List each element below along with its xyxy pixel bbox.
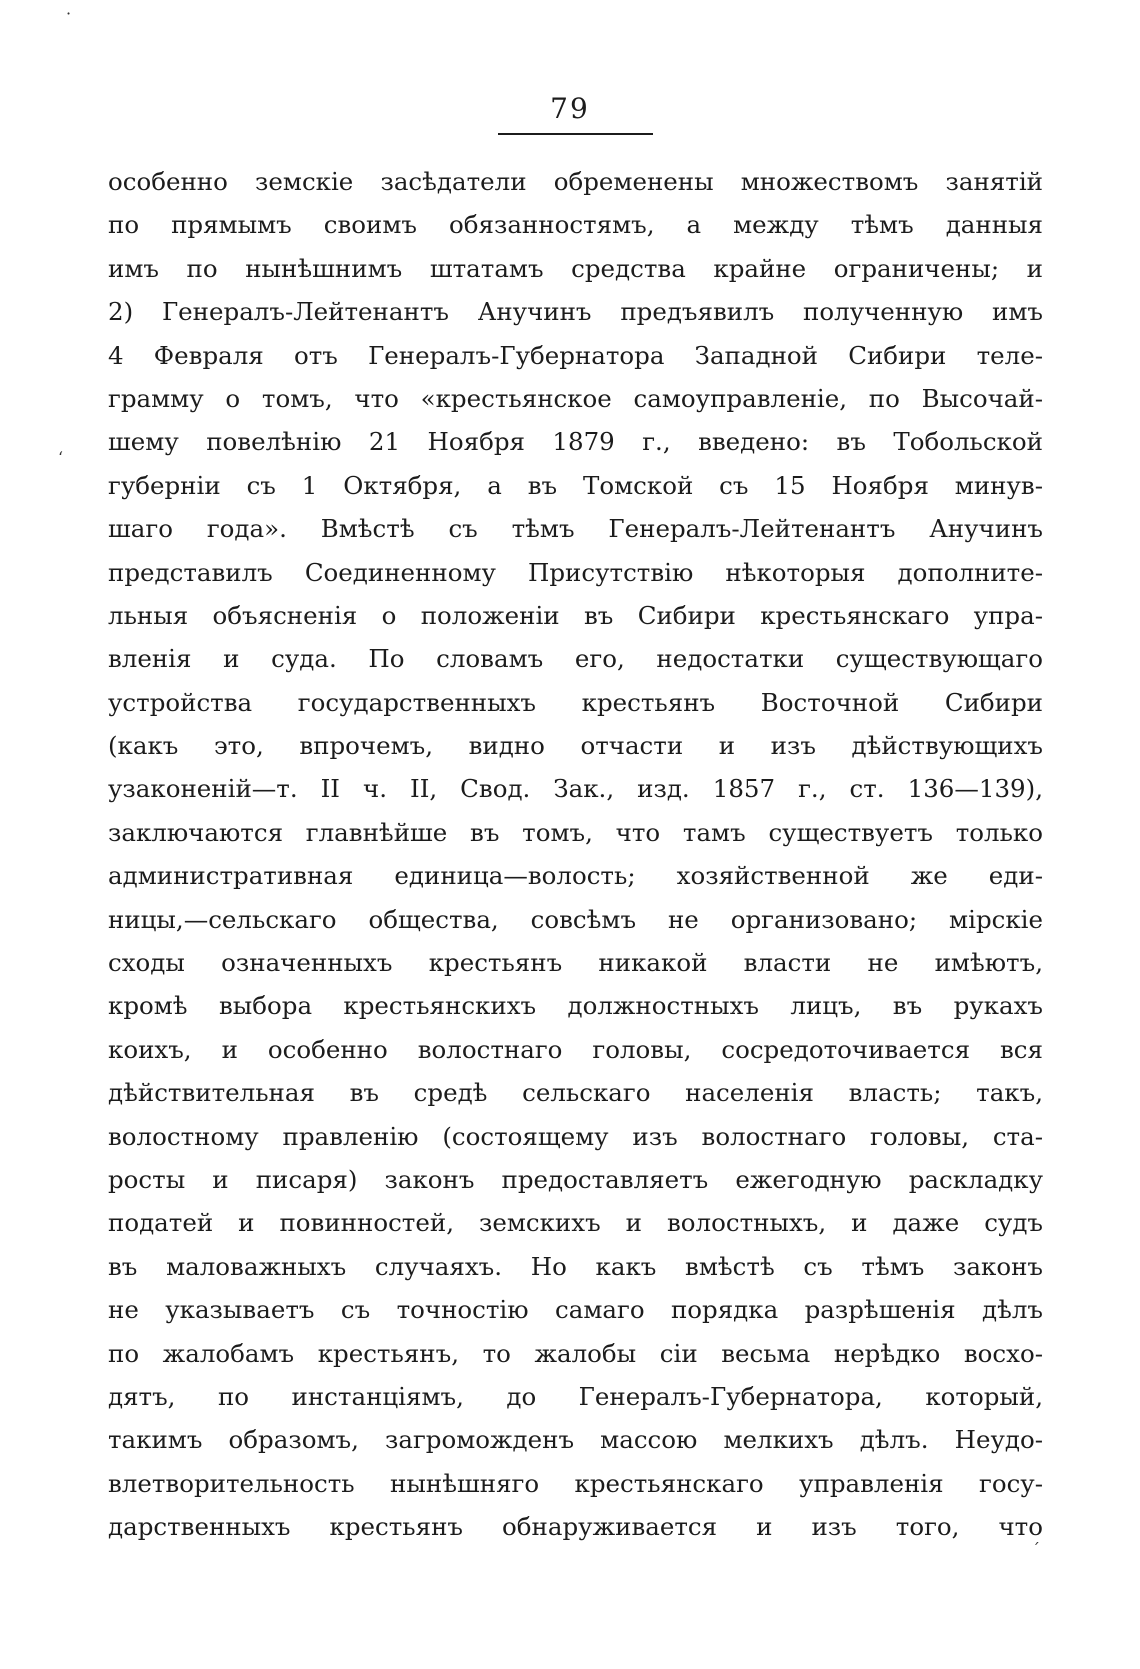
text-line: вленія и суда. По словамъ его, недостатки существующаго <box>108 644 1043 674</box>
page-number-underline <box>498 133 653 135</box>
text-line: по прямымъ своимъ обязанностямъ, а между тѣмъ данныя <box>108 210 1043 240</box>
text-line: льныя объясненія о положеніи въ Сибири крестьянскаго упра- <box>108 600 1043 630</box>
text-line: дарственныхъ крестьянъ обнаруживается и изъ того, что <box>108 1512 1043 1542</box>
text-line: 2) Генералъ-Лейтенантъ Анучинъ предъявилъ полученную имъ <box>108 297 1043 327</box>
text-line: дѣйствительная въ средѣ сельскаго населенія власть; такъ, <box>108 1078 1043 1108</box>
text-line: не указываетъ съ точностію самаго порядка разрѣшенія дѣлъ <box>108 1295 1043 1325</box>
text-line: росты и писаря) законъ предоставляетъ ежегодную раскладку <box>108 1164 1043 1194</box>
text-line: влетворительность нынѣшняго крестьянскаго управленія госу- <box>108 1468 1043 1498</box>
text-line: заключаются главнѣйше въ томъ, что тамъ существуетъ только <box>108 817 1043 847</box>
text-line: ницы,—сельскаго общества, совсѣмъ не организовано; мірскіе <box>108 904 1043 934</box>
text-line: сходы означенныхъ крестьянъ никакой власти не имѣютъ, <box>108 948 1043 978</box>
text-line: коихъ, и особенно волостнаго головы, сосредоточивается вся <box>108 1034 1043 1064</box>
text-line: податей и повинностей, земскихъ и волостныхъ, и даже судъ <box>108 1208 1043 1238</box>
text-line: узаконеній—т. II ч. II, Свод. Зак., изд. 1857 г., ст. 136—139), <box>108 774 1043 804</box>
margin-mark: ‘ <box>58 448 64 467</box>
page-number: 79 <box>550 92 590 125</box>
text-line: шему повелѣнію 21 Ноября 1879 г., введено: въ Тобольской <box>108 427 1043 457</box>
scan-speck: · <box>66 4 72 23</box>
text-line: шаго года». Вмѣстѣ съ тѣмъ Генералъ-Лейтенантъ Анучинъ <box>108 514 1043 544</box>
text-line: кромѣ выбора крестьянскихъ должностныхъ лицъ, въ рукахъ <box>108 991 1043 1021</box>
text-line: губерніи съ 1 Октября, а въ Томской съ 15 Ноября минув- <box>108 470 1043 500</box>
text-line: 4 Февраля отъ Генералъ-Губернатора Западной Сибири теле- <box>108 340 1043 370</box>
text-line: имъ по нынѣшнимъ штатамъ средства крайне ограничены; и <box>108 253 1043 283</box>
text-line: административная единица—волость; хозяйственной же еди- <box>108 861 1043 891</box>
body-text <box>108 160 1043 1549</box>
text-line: дятъ, по инстанціямъ, до Генералъ-Губернатора, который, <box>108 1381 1043 1411</box>
text-line: грамму о томъ, что «крестьянское самоуправленіе, по Высочай- <box>108 383 1043 413</box>
text-line: волостному правленію (состоящему изъ волостнаго головы, ста- <box>108 1121 1043 1151</box>
margin-mark: ˊ <box>1032 1540 1040 1559</box>
text-line: устройства государственныхъ крестьянъ Восточной Сибири <box>108 687 1043 717</box>
text-line: (какъ это, впрочемъ, видно отчасти и изъ дѣйствующихъ <box>108 731 1043 761</box>
text-line: особенно земскіе засѣдатели обременены множествомъ занятій <box>108 167 1043 196</box>
text-line: по жалобамъ крестьянъ, то жалобы сіи весьма нерѣдко восхо- <box>108 1338 1043 1368</box>
text-line: въ маловажныхъ случаяхъ. Но какъ вмѣстѣ съ тѣмъ законъ <box>108 1251 1043 1281</box>
text-line: представилъ Соединенному Присутствію нѣкоторыя дополните- <box>108 557 1043 587</box>
text-line: такимъ образомъ, загроможденъ массою мелкихъ дѣлъ. Неудо- <box>108 1425 1043 1455</box>
